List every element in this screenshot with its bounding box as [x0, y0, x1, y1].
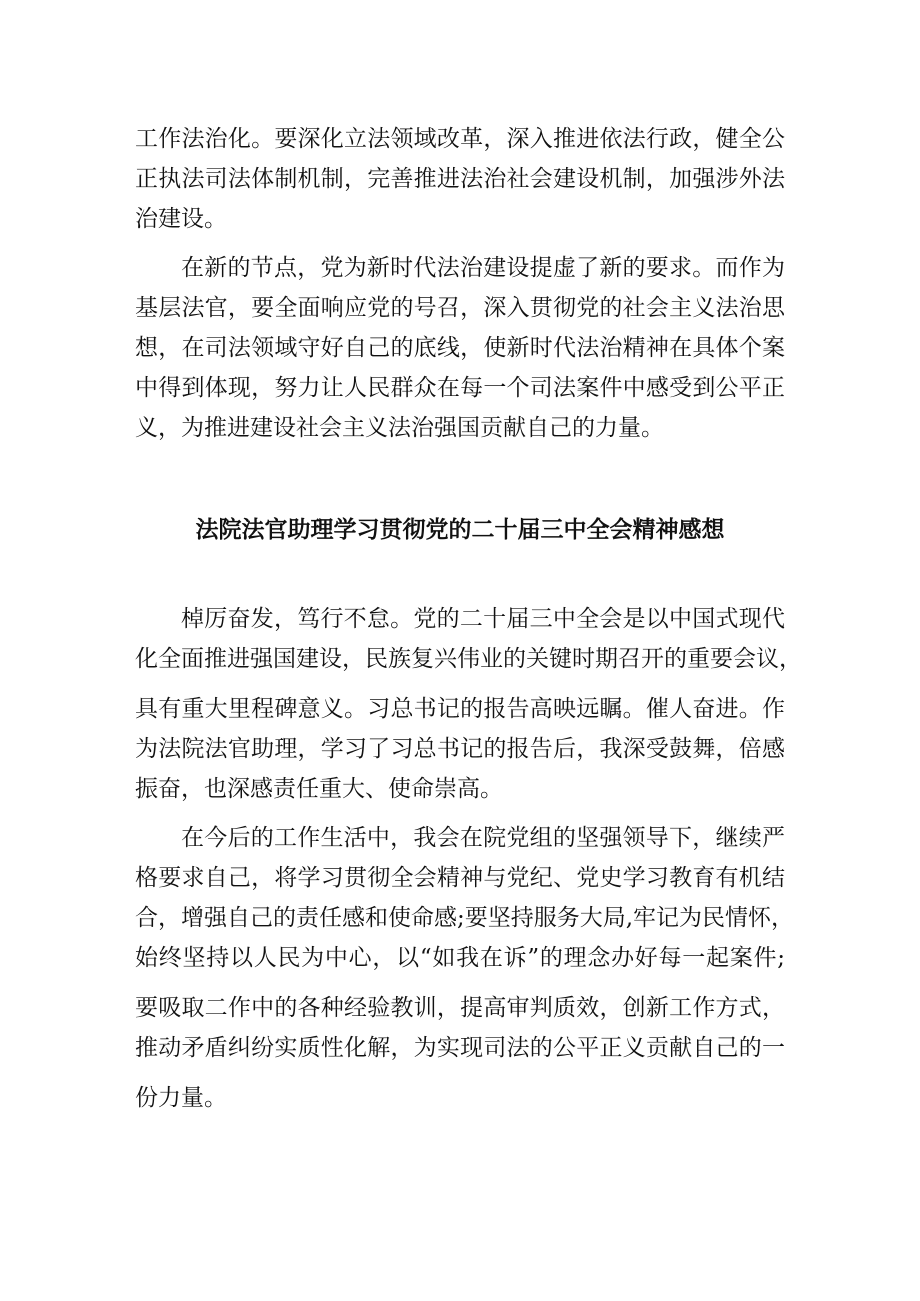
- paragraph-line: 化全面推进强国建设，民族复兴伟业的关键时期召开的重要会议，: [135, 646, 802, 672]
- paragraph-line: 工作法治化。要深化立法领域改革，深入推进依法行政，健全公: [135, 126, 785, 152]
- paragraph-line: 棹厉奋发，笃行不怠。党的二十届三中全会是以中国式现代: [181, 606, 785, 632]
- paragraph-line: 想，在司法领域守好自己的底线，使新时代法治精神在具体个案: [135, 335, 785, 361]
- paragraph-line: 份力量。: [135, 1085, 227, 1111]
- paragraph-line: 基层法官，要全面响应党的号召，深入贯彻党的社会主义法治思: [135, 295, 785, 321]
- paragraph-line: 正执法司法体制机制，完善推进法治社会建设机制，加强涉外法: [135, 166, 785, 192]
- paragraph-line: 具有重大里程碑意义。习总书记的报告高映远瞩。催人奋进。作: [135, 696, 785, 722]
- paragraph-line: 在新的节点，党为新时代法治建设提虚了新的要求。而作为: [181, 255, 785, 281]
- paragraph-line: 为法院法官助理，学习了习总书记的报告后，我深受鼓舞，倍感: [135, 736, 785, 762]
- paragraph-line: 始终坚持以人民为中心，以“如我在诉”的理念办好每一起案件;: [135, 945, 785, 971]
- paragraph-line: 中得到体现，努力让人民群众在每一个司法案件中感受到公平正: [135, 375, 785, 401]
- paragraph-line: 义，为推进建设社会主义法治强国贡献自己的力量。: [135, 415, 664, 441]
- paragraph-line: 格要求自己，将学习贯彻全会精神与党纪、党史学习教育有机结: [135, 865, 785, 891]
- paragraph-line: 振奋，也深感责任重大、使命崇高。: [135, 776, 503, 802]
- paragraph-line: 要吸取二作中的各种经验教训，提高审判质效，创新工作方式，: [135, 995, 785, 1021]
- paragraph-line: 在今后的工作生活中，我会在院党组的坚强领导下，继续严: [181, 825, 785, 851]
- paragraph-line: 合，增强自己的责任感和使命感;要坚持服务大局,牢记为民情怀，: [135, 905, 795, 931]
- paragraph-line: 推动矛盾纠纷实质性化解，为实现司法的公平正义贡献自己的一: [135, 1035, 785, 1061]
- paragraph-line: 治建设。: [135, 206, 227, 232]
- section-heading: 法院法官助理学习贯彻党的二十届三中全会精神感想: [195, 517, 725, 543]
